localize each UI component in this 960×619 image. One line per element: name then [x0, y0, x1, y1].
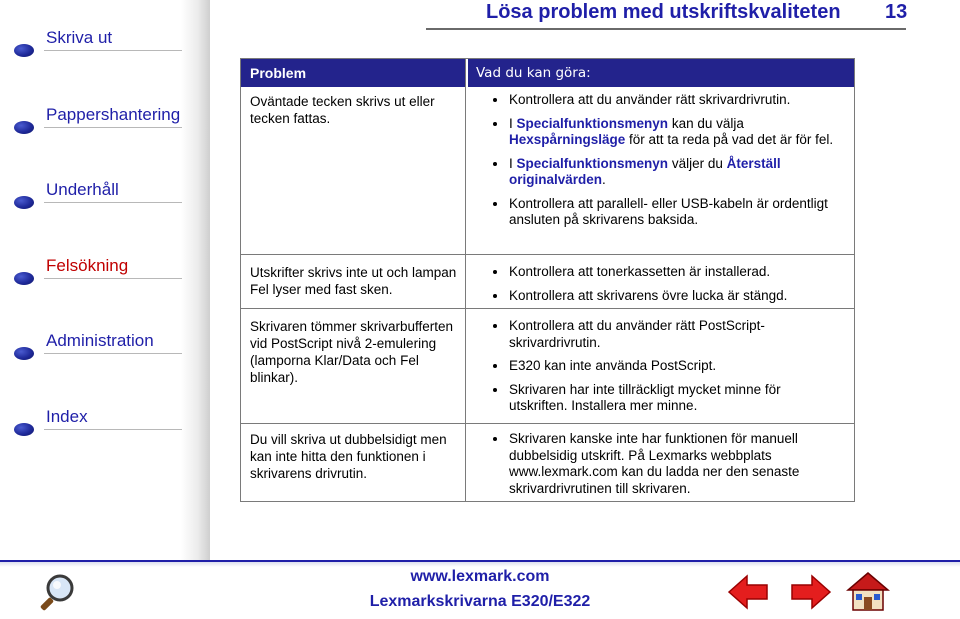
bullet-icon [14, 272, 34, 285]
forward-arrow-icon[interactable] [788, 570, 832, 614]
sidebar-item-label: Administration [46, 331, 154, 350]
sidebar-item-pappershantering[interactable] [0, 105, 200, 145]
list-item: Kontrollera att du använder rätt PostScript-skrivardrivrutin. [491, 318, 841, 351]
action-list [491, 318, 841, 422]
list-item: Kontrollera att skrivarens övre lucka är stängd. [491, 288, 841, 305]
back-arrow-icon[interactable] [727, 570, 771, 614]
list-item: E320 kan inte använda PostScript. [491, 358, 841, 375]
bullet-icon [14, 44, 34, 57]
sidebar-item-index[interactable] [0, 407, 200, 447]
sidebar-item-administration[interactable] [0, 331, 200, 371]
row-divider [241, 308, 854, 309]
troubleshooting-table [240, 58, 855, 502]
sidebar-item-label: Underhåll [46, 180, 119, 199]
home-icon[interactable] [846, 570, 890, 614]
page-title: Lösa problem med utskriftskvaliteten [486, 1, 841, 23]
list-item: I Specialfunktionsmenyn väljer du Återställ originalvärden. [491, 156, 841, 189]
sidebar-item-label: Index [46, 407, 88, 426]
page-number: 13 [885, 1, 908, 23]
row-divider [241, 423, 854, 424]
row-divider [241, 254, 854, 255]
header-divider [426, 28, 906, 30]
divider [44, 202, 182, 203]
sidebar-item-label: Pappershantering [46, 105, 181, 124]
footer-divider [0, 560, 960, 562]
website-link[interactable]: www.lexmark.com [410, 568, 550, 585]
divider [44, 50, 182, 51]
list-item: Kontrollera att tonerkassetten är installerad. [491, 264, 841, 281]
sidebar-item-underhall[interactable] [0, 180, 200, 220]
magnifier-icon[interactable] [36, 570, 80, 614]
bullet-icon [14, 121, 34, 134]
column-header-problem: Problem [241, 59, 465, 87]
problem-cell: Utskrifter skrivs inte ut och lampan Fel lyser med fast sken. [250, 265, 457, 297]
list-item: Kontrollera att parallell- eller USB-kabeln är ordentligt ansluten på skrivarens baksida. [491, 196, 841, 229]
action-list [491, 92, 841, 236]
sidebar-item-felsokning[interactable] [0, 256, 200, 296]
action-list [491, 431, 841, 504]
column-divider [465, 59, 468, 501]
problem-cell: Du vill skriva ut dubbelsidigt men kan inte hitta den funktionen i skrivarens drivrutin. [250, 432, 447, 481]
list-item: Skrivaren kanske inte har funktionen för manuell dubbelsidig utskrift. På Lexmarks webbplats www.lexmark.com kan du ladda ner den senaste skrivardrivrutinen till skrivaren. [491, 431, 841, 497]
product-name: Lexmarkskrivarna E320/E322 [369, 593, 591, 610]
problem-cell: Skrivaren tömmer skrivarbufferten vid PostScript nivå 2-emulering (lamporna Klar/Data och Fel blinkar). [250, 319, 454, 385]
bullet-icon [14, 423, 34, 436]
list-item: Kontrollera att du använder rätt skrivardrivrutin. [491, 92, 841, 109]
divider [44, 429, 182, 430]
column-header-actions: Vad du kan göra: [467, 59, 854, 87]
sidebar-navigation [0, 0, 210, 560]
list-item: Skrivaren har inte tillräckligt mycket minne för utskriften. Installera mer minne. [491, 382, 841, 415]
action-list [491, 264, 841, 311]
list-item: I Specialfunktionsmenyn kan du välja Hexspårningsläge för att ta reda på vad det är för fel. [491, 116, 841, 149]
divider [44, 127, 182, 128]
problem-cell: Oväntade tecken skrivs ut eller tecken fattas. [250, 94, 435, 126]
divider [44, 278, 182, 279]
bullet-icon [14, 196, 34, 209]
sidebar-item-skriva-ut[interactable] [0, 28, 200, 68]
sidebar-item-label: Felsökning [46, 256, 129, 275]
divider [44, 353, 182, 354]
bullet-icon [14, 347, 34, 360]
sidebar-item-label: Skriva ut [46, 28, 113, 47]
